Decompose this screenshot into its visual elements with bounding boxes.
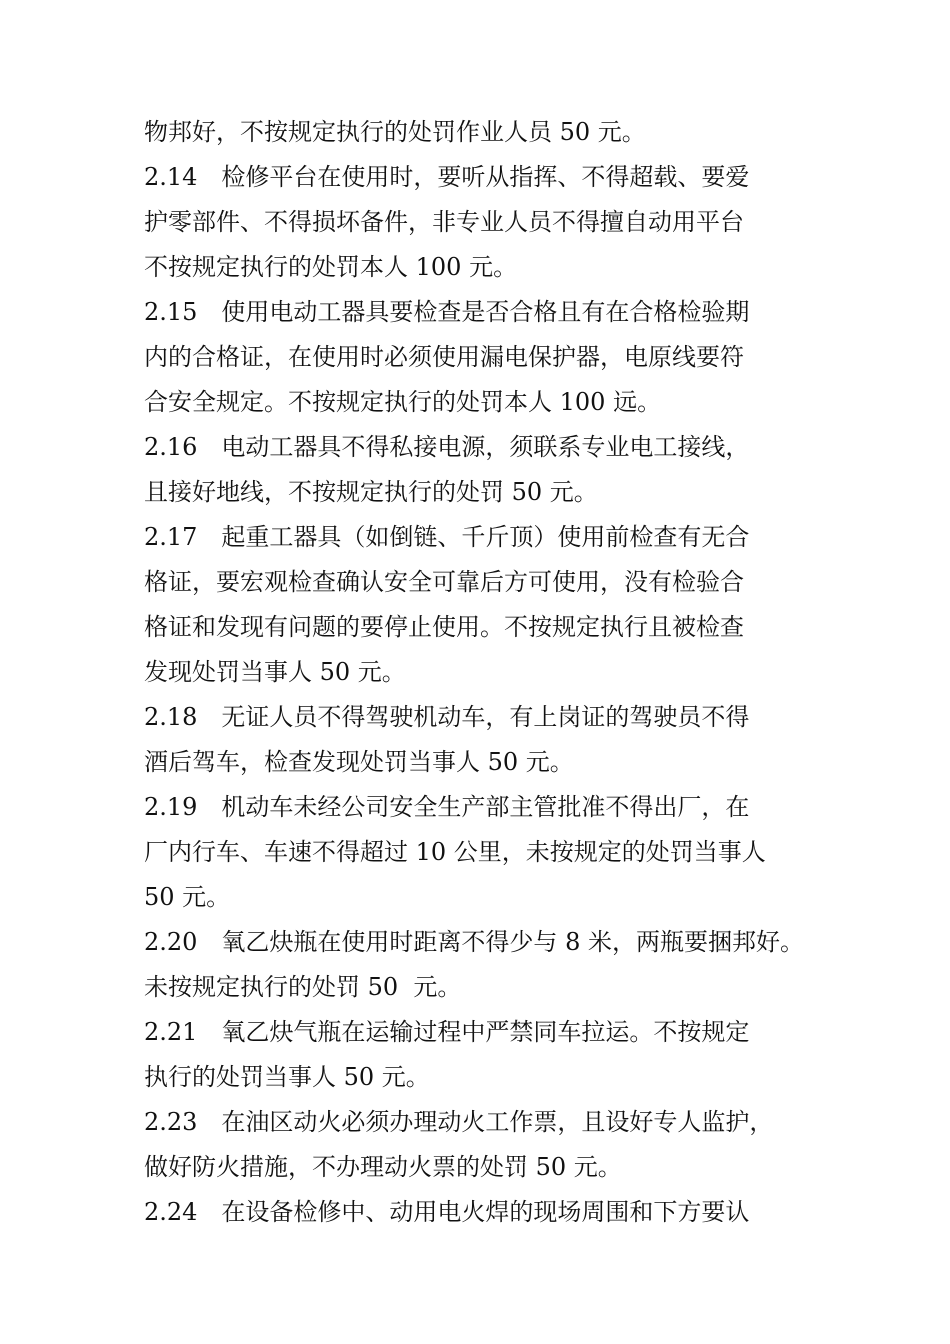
text-line: 2.15 使用电动工器具要检查是否合格且有在合格检验期 xyxy=(144,298,750,326)
text-line: 2.24 在设备检修中、动用电火焊的现场周围和下方要认 xyxy=(144,1198,750,1226)
text-line: 2.14 检修平台在使用时，要听从指挥、不得超载、要爱 xyxy=(144,163,750,191)
text-line: 物邦好，不按规定执行的处罚作业人员 50 元。 xyxy=(144,118,646,146)
text-line: 2.17 起重工器具（如倒链、千斤顶）使用前检查有无合 xyxy=(144,523,750,551)
text-line: 不按规定执行的处罚本人 100 元。 xyxy=(144,253,518,281)
text-line: 做好防火措施，不办理动火票的处罚 50 元。 xyxy=(144,1153,622,1181)
text-line: 格证和发现有问题的要停止使用。不按规定执行且被检查 xyxy=(144,613,744,641)
text-line: 未按规定执行的处罚 50 元。 xyxy=(144,973,462,1001)
text-line: 2.19 机动车未经公司安全生产部主管批准不得出厂，在 xyxy=(144,793,750,821)
text-line: 2.23 在油区动火必须办理动火工作票，且设好专人监护， xyxy=(144,1108,774,1136)
text-line: 护零部件、不得损坏备件，非专业人员不得擅自动用平台 xyxy=(144,208,744,236)
text-line: 2.21 氧乙炔气瓶在运输过程中严禁同车拉运。不按规定 xyxy=(144,1018,750,1046)
text-line: 内的合格证，在使用时必须使用漏电保护器，电原线要符 xyxy=(144,343,744,371)
text-line: 2.18 无证人员不得驾驶机动车，有上岗证的驾驶员不得 xyxy=(144,703,750,731)
text-line: 合安全规定。不按规定执行的处罚本人 100 远。 xyxy=(144,388,662,416)
text-line: 50 元。 xyxy=(144,883,231,911)
text-line: 酒后驾车，检查发现处罚当事人 50 元。 xyxy=(144,748,574,776)
text-line: 执行的处罚当事人 50 元。 xyxy=(144,1063,430,1091)
text-line: 且接好地线，不按规定执行的处罚 50 元。 xyxy=(144,478,598,506)
text-line: 2.20 氧乙炔瓶在使用时距离不得少与 8 米，两瓶要捆邦好。 xyxy=(144,928,804,956)
text-line: 2.16 电动工器具不得私接电源，须联系专业电工接线， xyxy=(144,433,750,461)
text-line: 格证，要宏观检查确认安全可靠后方可使用，没有检验合 xyxy=(144,568,744,596)
regulation-text xyxy=(144,110,834,1235)
text-line: 发现处罚当事人 50 元。 xyxy=(144,658,406,686)
text-line: 厂内行车、车速不得超过 10 公里，未按规定的处罚当事人 xyxy=(144,838,766,866)
